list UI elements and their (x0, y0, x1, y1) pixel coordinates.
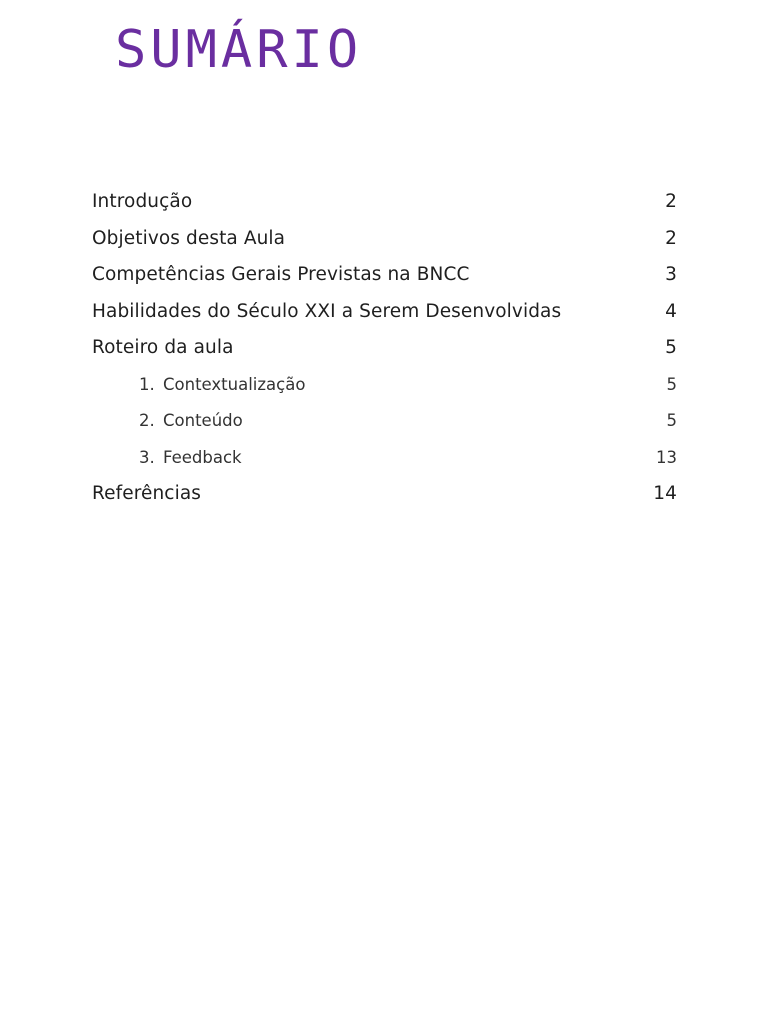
page-title: SUMÁRIO (115, 20, 363, 80)
toc-entry-roteiro[interactable] (92, 330, 677, 367)
toc-entry-page: 2 (665, 191, 677, 212)
toc-subentry-number: 1. (139, 374, 155, 394)
toc-entry-page: 2 (665, 227, 677, 249)
toc-subentry-page: 5 (666, 411, 677, 430)
toc-entry-label: Roteiro da aula (92, 337, 234, 358)
toc-entry-page: 14 (653, 483, 677, 504)
toc-entry-label: Introdução (92, 191, 193, 212)
toc-subentry-contextualizacao[interactable] (92, 367, 677, 404)
toc-subentry-page: 13 (656, 447, 677, 467)
toc-entry-competencias[interactable] (92, 257, 677, 294)
toc-entry-label: Referências (92, 483, 201, 504)
toc-subentry-conteudo[interactable] (92, 403, 677, 440)
toc-entry-introducao[interactable] (92, 184, 677, 221)
toc-entry-label: Objetivos desta Aula (92, 227, 286, 249)
toc-subentry-text: Feedback (163, 447, 242, 467)
toc-subentry-number: 2. (139, 411, 155, 430)
toc-subentry-number: 3. (139, 447, 155, 467)
table-of-contents (92, 184, 677, 513)
toc-subentry-page: 5 (666, 374, 677, 394)
toc-subentry-label (92, 367, 305, 404)
toc-subentry-feedback[interactable] (92, 440, 677, 477)
toc-subentry-label (92, 440, 242, 477)
toc-entry-referencias[interactable] (92, 476, 677, 513)
toc-entry-label: Competências Gerais Previstas na BNCC (92, 264, 470, 285)
toc-entry-page: 5 (665, 337, 677, 358)
toc-entry-habilidades[interactable] (92, 294, 677, 331)
toc-entry-label: Habilidades do Século XXI a Serem Desenvolvidas (92, 300, 562, 322)
toc-entry-objetivos[interactable] (92, 221, 677, 258)
toc-subentry-text: Conteúdo (163, 411, 243, 430)
toc-subentry-label (92, 403, 243, 440)
toc-entry-page: 3 (665, 264, 677, 285)
toc-subentry-text: Contextualização (163, 374, 306, 394)
toc-entry-page: 4 (665, 300, 677, 322)
